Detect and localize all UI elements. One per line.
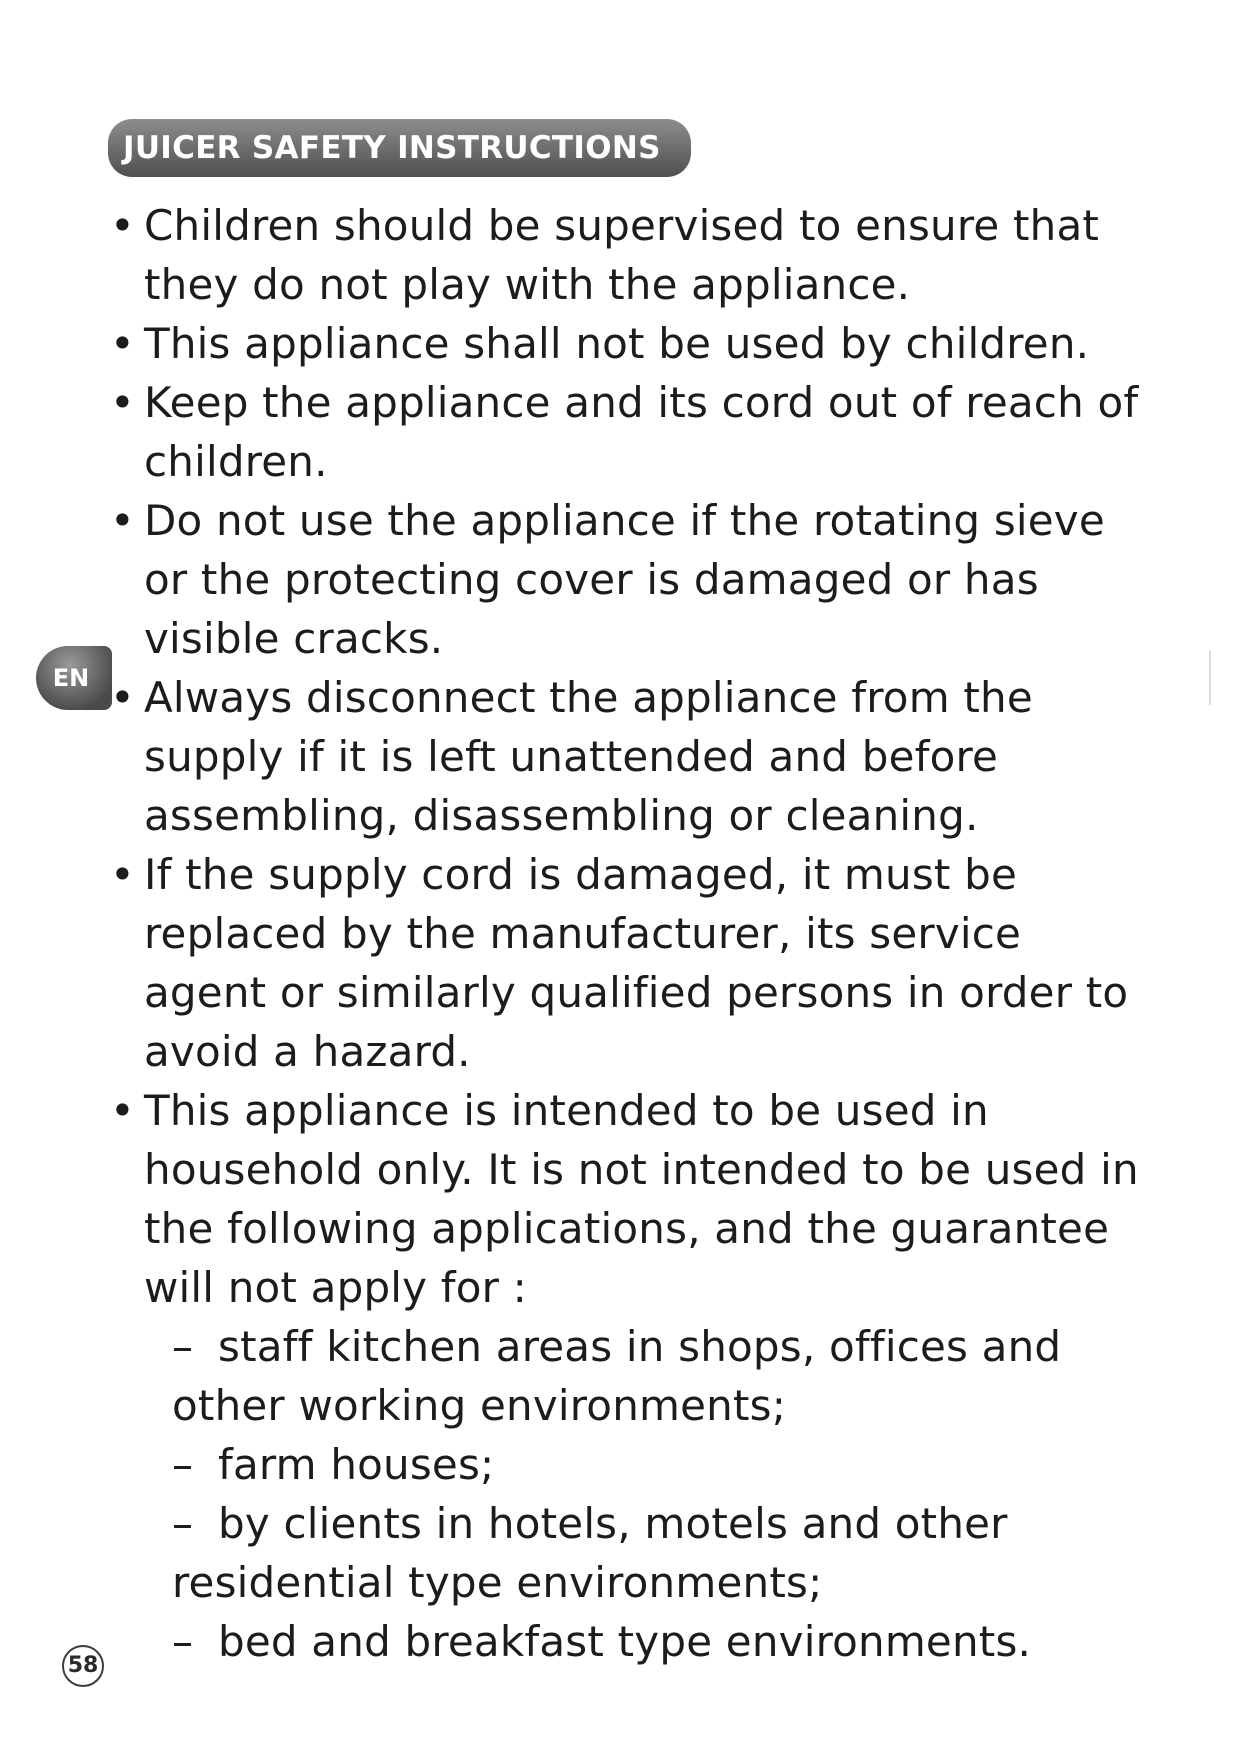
excluded-application-item	[172, 1494, 1150, 1612]
dash-icon: –	[172, 1440, 194, 1489]
instruction-item	[110, 373, 1150, 491]
bullet-icon: •	[110, 378, 135, 427]
excluded-application-item	[172, 1612, 1150, 1671]
safety-instructions-list	[110, 196, 1150, 1671]
instruction-item	[110, 1081, 1150, 1317]
instruction-text: Children should be supervised to ensure that they do not play with the appliance.	[144, 201, 1100, 309]
bullet-icon: •	[110, 496, 135, 545]
bullet-icon: •	[110, 673, 135, 722]
page-edge-mark	[1209, 650, 1211, 705]
instruction-text: Always disconnect the appliance from the supply if it is left unattended and before assembling, disassembling or cleaning.	[144, 673, 1033, 840]
instruction-text: This appliance is intended to be used in household only. It is not intended to be used in the following applications, and the guarantee will not apply for :	[144, 1086, 1139, 1312]
dash-icon: –	[172, 1322, 194, 1371]
dash-icon: –	[172, 1499, 194, 1548]
instruction-text: If the supply cord is damaged, it must be replaced by the manufacturer, its service agent or similarly qualified persons in order to avoid a hazard.	[144, 850, 1129, 1076]
instruction-item	[110, 845, 1150, 1081]
dash-icon: –	[172, 1617, 194, 1666]
instruction-text: Do not use the appliance if the rotating sieve or the protecting cover is damaged or has visible cracks.	[144, 496, 1105, 663]
section-title-badge	[108, 119, 691, 177]
page-number-badge	[62, 1645, 104, 1687]
instruction-item	[110, 196, 1150, 314]
bullet-icon: •	[110, 319, 135, 368]
excluded-application-text: staff kitchen areas in shops, offices and other working environments;	[172, 1322, 1062, 1430]
instruction-item	[110, 668, 1150, 845]
excluded-application-text: bed and breakfast type environments.	[218, 1617, 1032, 1666]
excluded-application-text: farm houses;	[218, 1440, 495, 1489]
instruction-item	[110, 491, 1150, 668]
instruction-item	[110, 314, 1150, 373]
bullet-icon: •	[110, 201, 135, 250]
language-tab	[36, 646, 112, 710]
section-title: JUICER SAFETY INSTRUCTIONS	[123, 130, 661, 166]
page-number: 58	[67, 1653, 99, 1678]
excluded-application-item	[172, 1435, 1150, 1494]
bullet-icon: •	[110, 850, 135, 899]
instruction-text: Keep the appliance and its cord out of reach of children.	[144, 378, 1139, 486]
instruction-text: This appliance shall not be used by children.	[144, 319, 1090, 368]
language-label: EN	[52, 664, 90, 692]
excluded-applications-list	[110, 1317, 1150, 1671]
excluded-application-text: by clients in hotels, motels and other residential type environments;	[172, 1499, 1008, 1607]
excluded-application-item	[172, 1317, 1150, 1435]
bullet-icon: •	[110, 1086, 135, 1135]
